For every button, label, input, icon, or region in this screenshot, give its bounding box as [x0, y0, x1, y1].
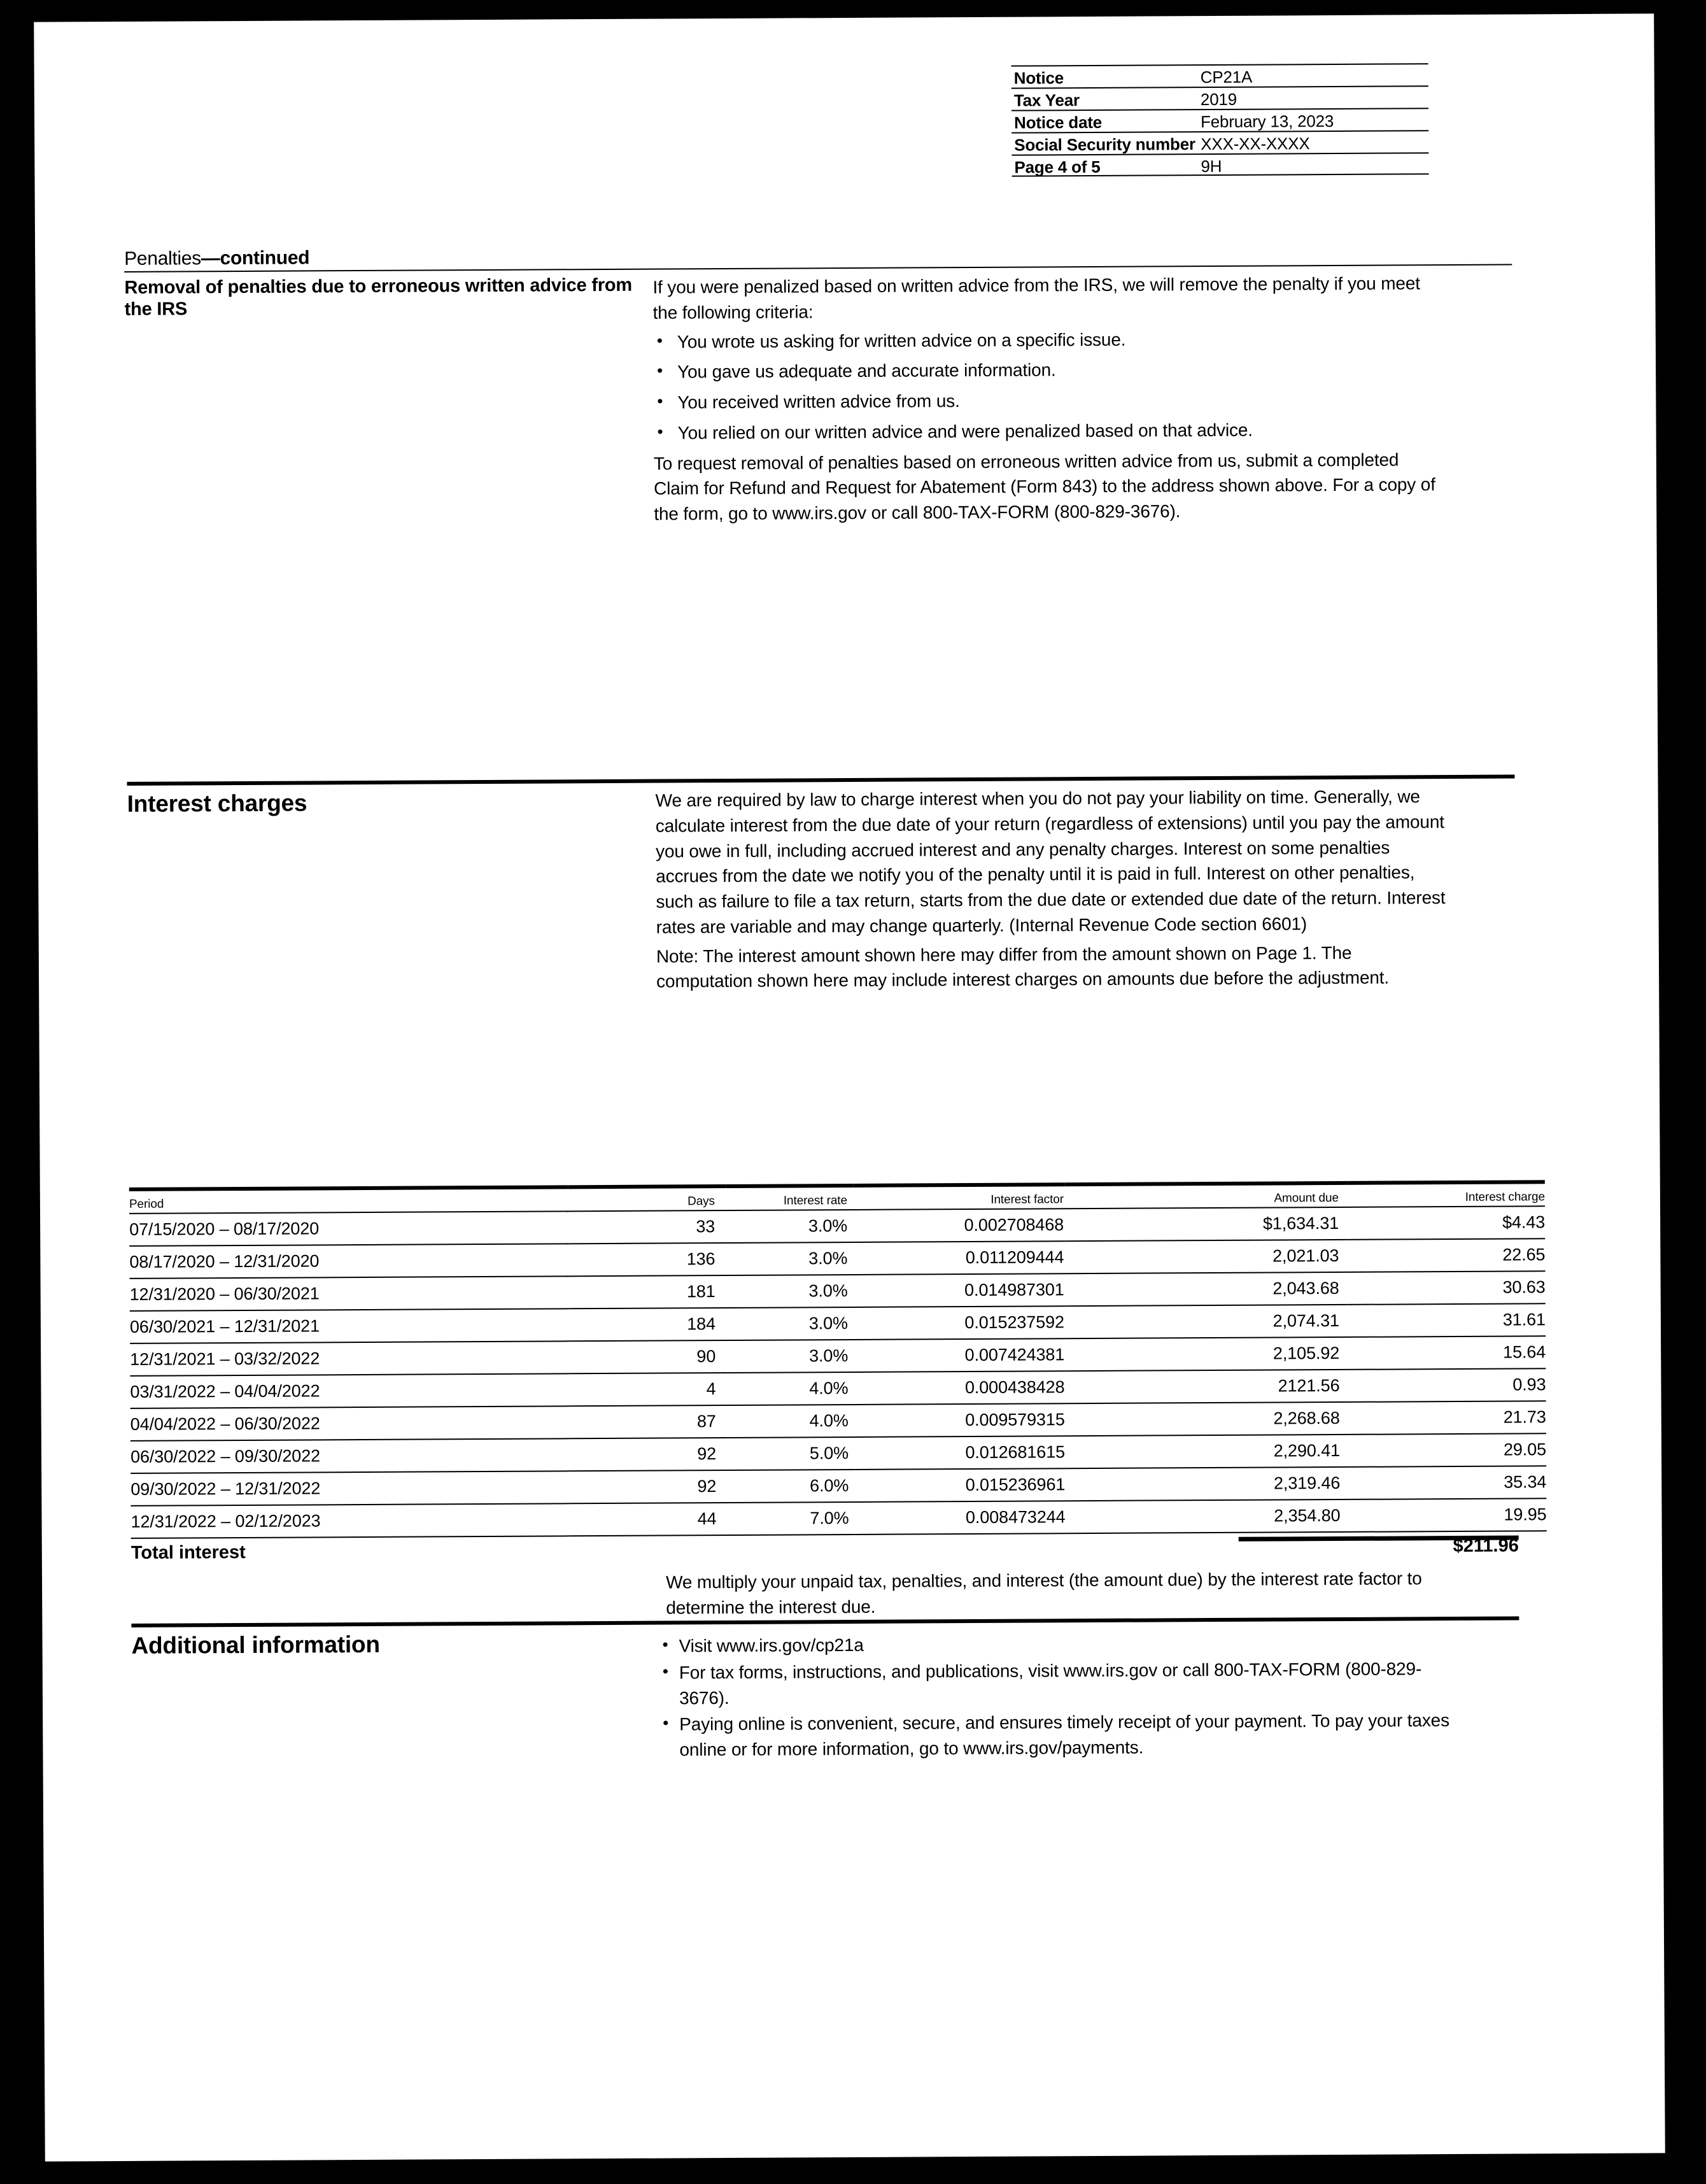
cell-days: 92 [570, 1438, 728, 1471]
list-item: • You received written advice from us. [653, 386, 1467, 415]
table-body [129, 1206, 1547, 1538]
cell-days: 92 [570, 1470, 728, 1503]
cell-period: 04/04/2022 – 06/30/2022 [130, 1406, 570, 1441]
penalties-intro-text: If you were penalized based on written advice from the IRS, we will remove the penalty if you meet the following criteria: [652, 273, 1420, 323]
cell-factor: 0.002708468 [854, 1209, 1065, 1242]
cell-factor: 0.012681615 [855, 1436, 1066, 1470]
cell-amount-due: 2121.56 [1066, 1370, 1348, 1403]
interest-row [127, 779, 1516, 1001]
notice-page [34, 13, 1665, 2161]
interest-computation-table [129, 1180, 1547, 1539]
cell-rate: 7.0% [728, 1502, 855, 1535]
penalties-left-column [124, 270, 652, 321]
notice-label: Notice [1013, 68, 1064, 88]
list-item[interactable]: • For tax forms, instructions, and publications, visit www.irs.gov or call 800-TAX-FORM (800-829-3676). [660, 1656, 1469, 1711]
cell-interest-charge: 35.34 [1349, 1466, 1546, 1500]
notice-header-row [1012, 108, 1428, 132]
cell-period: 08/17/2020 – 12/31/2020 [129, 1244, 568, 1279]
additional-row [131, 1620, 1519, 1771]
cell-period: 06/30/2022 – 09/30/2022 [130, 1438, 570, 1473]
cell-rate: 3.0% [726, 1242, 854, 1275]
interest-note: Note: The interest amount shown here may differ from the amount shown on Page 1. The computation shown here may include interest charges on amounts due before the adjustment. [656, 942, 1390, 991]
list-item[interactable]: • Paying online is convenient, secure, and ensures timely receipt of your payment. To pay your taxes online or for more information, go to www.irs.gov/payments. [660, 1708, 1469, 1762]
cell-factor: 0.009579315 [855, 1403, 1066, 1437]
notice-date-value: February 13, 2023 [1200, 111, 1334, 132]
cell-factor: 0.014987301 [854, 1273, 1066, 1307]
cell-rate: 4.0% [728, 1405, 855, 1438]
cell-factor: 0.008473244 [855, 1501, 1066, 1535]
penalties-closing-text: To request removal of penalties based on erroneous written advice from us, submit a completed Claim for Refund and Request for Abatement (Form 843) to the address shown above. For a copy of the form, go to www.irs.gov or call 800-TAX-FORM (800-829-3676). [653, 449, 1435, 524]
notice-value: CP21A [1200, 67, 1253, 87]
col-header-days: Days [568, 1186, 726, 1211]
interest-section-title: Interest charges [127, 790, 307, 817]
notice-header-row [1012, 63, 1428, 87]
cell-days: 44 [570, 1503, 728, 1536]
cell-amount-due: 2,021.03 [1065, 1240, 1348, 1273]
interest-paragraph: We are required by law to charge interest when you do not pay your liability on time. Generally, we calculate interest from the due date of your return (regardless of extensions) until you pay the amount you owe in full, including accrued interest and any penalty charges. Interest on some penalties accrues from the date we notify you of the penalty until it is paid in full. Interest on other penalties, such as failure to file a tax return, starts from the due date or extended due date of the return. Interest rates are variable and may change quarterly. (Internal Revenue Code section 6601) [655, 786, 1446, 937]
penalties-criteria-list [653, 325, 1513, 446]
cell-amount-due: 2,074.31 [1066, 1305, 1348, 1338]
cell-period: 07/15/2020 – 08/17/2020 [129, 1211, 568, 1246]
cell-amount-due: 2,268.68 [1066, 1402, 1349, 1436]
cell-interest-charge: $4.43 [1348, 1206, 1545, 1240]
penalties-section [124, 241, 1513, 534]
interest-table-block [129, 1181, 1547, 1627]
penalties-heading-suffix: —continued [201, 247, 310, 269]
cell-days: 33 [568, 1210, 726, 1244]
ssn-value: XXX-XX-XXXX [1201, 134, 1310, 154]
cell-rate: 4.0% [727, 1372, 854, 1405]
cell-interest-charge: 15.64 [1348, 1336, 1546, 1370]
interest-right-column [655, 779, 1516, 998]
additional-left-column [131, 1625, 659, 1660]
penalties-row [124, 266, 1513, 534]
cell-days: 181 [569, 1275, 727, 1308]
cell-rate: 3.0% [727, 1340, 854, 1373]
cell-amount-due: 2,290.41 [1066, 1435, 1349, 1468]
list-item: • You relied on our written advice and were penalized based on that advice. [654, 416, 1467, 446]
cell-interest-charge: 21.73 [1349, 1401, 1546, 1435]
cell-amount-due: 2,354.80 [1066, 1500, 1349, 1533]
list-item: • You gave us adequate and accurate information. [653, 355, 1467, 385]
cell-amount-due: $1,634.31 [1065, 1207, 1348, 1241]
list-item[interactable]: • Visit www.irs.gov/cp21a [659, 1629, 1468, 1659]
penalties-heading-prefix: Penalties [124, 248, 201, 269]
additional-right-column [659, 1620, 1519, 1768]
ssn-label: Social Security number [1014, 134, 1195, 155]
tax-year-value: 2019 [1200, 89, 1237, 110]
col-header-interest-rate: Interest rate [726, 1186, 854, 1210]
interest-left-column [127, 783, 656, 818]
list-item: • You wrote us asking for written advice on a specific issue. [653, 325, 1467, 354]
cell-days: 87 [570, 1405, 728, 1438]
page-code-value: 9H [1201, 156, 1222, 176]
cell-interest-charge: 31.61 [1348, 1303, 1546, 1337]
cell-days: 90 [569, 1340, 727, 1373]
cell-interest-charge: 22.65 [1348, 1238, 1545, 1272]
cell-rate: 3.0% [726, 1210, 854, 1243]
interest-charges-section [127, 775, 1516, 1001]
cell-factor: 0.011209444 [854, 1241, 1065, 1275]
cell-period: 12/31/2022 – 02/12/2023 [130, 1503, 570, 1538]
col-header-interest-factor: Interest factor [854, 1184, 1065, 1210]
col-header-interest-charge: Interest charge [1348, 1182, 1545, 1207]
total-interest-label: Total interest [130, 1542, 246, 1563]
cell-interest-charge: 29.05 [1349, 1433, 1546, 1467]
cell-factor: 0.015237592 [854, 1306, 1066, 1340]
cell-period: 03/31/2022 – 04/04/2022 [130, 1373, 569, 1408]
notice-date-label: Notice date [1013, 112, 1103, 132]
page-content [123, 63, 1547, 2108]
cell-amount-due: 2,105.92 [1066, 1337, 1348, 1371]
total-interest-value: $211.96 [1453, 1535, 1519, 1557]
cell-days: 4 [569, 1373, 727, 1406]
cell-interest-charge: 0.93 [1348, 1368, 1546, 1402]
table-row [130, 1498, 1546, 1538]
col-header-amount-due: Amount due [1065, 1183, 1348, 1209]
interest-footnote-wrap [666, 1566, 1519, 1621]
cell-period: 12/31/2021 – 03/32/2022 [130, 1341, 569, 1376]
tax-year-label: Tax Year [1013, 90, 1080, 110]
penalties-right-column [652, 266, 1513, 531]
cell-period: 12/31/2020 – 06/30/2021 [130, 1276, 569, 1311]
cell-period: 06/30/2021 – 12/31/2021 [130, 1308, 569, 1344]
notice-header-row [1012, 130, 1428, 154]
page-number-label: Page 4 of 5 [1014, 157, 1101, 177]
cell-interest-charge: 30.63 [1348, 1271, 1546, 1305]
notice-header-table [1012, 63, 1429, 176]
cell-factor: 0.015236961 [855, 1468, 1066, 1502]
cell-factor: 0.007424381 [854, 1338, 1066, 1372]
cell-rate: 6.0% [728, 1470, 855, 1503]
additional-links-list [659, 1629, 1519, 1763]
notice-header-row [1012, 152, 1428, 176]
cell-factor: 0.000438428 [854, 1371, 1066, 1405]
col-header-period: Period [129, 1187, 568, 1214]
interest-footnote: We multiply your unpaid tax, penalties, and interest (the amount due) by the interest rate factor to determine the interest due. [665, 1568, 1422, 1618]
cell-rate: 5.0% [728, 1437, 855, 1470]
cell-amount-due: 2,043.68 [1066, 1272, 1348, 1306]
cell-period: 09/30/2022 – 12/31/2022 [130, 1471, 570, 1506]
cell-rate: 3.0% [727, 1307, 854, 1340]
penalties-subsection-title: Removal of penalties due to erroneous written advice from the IRS [124, 274, 633, 320]
cell-amount-due: 2,319.46 [1066, 1467, 1349, 1501]
notice-header-row [1012, 85, 1428, 110]
additional-information-title: Additional information [131, 1631, 380, 1659]
cell-days: 184 [569, 1308, 727, 1341]
cell-days: 136 [568, 1243, 726, 1276]
cell-rate: 3.0% [727, 1275, 854, 1308]
additional-information-section [131, 1617, 1519, 1771]
cell-interest-charge: 19.95 [1349, 1498, 1546, 1532]
